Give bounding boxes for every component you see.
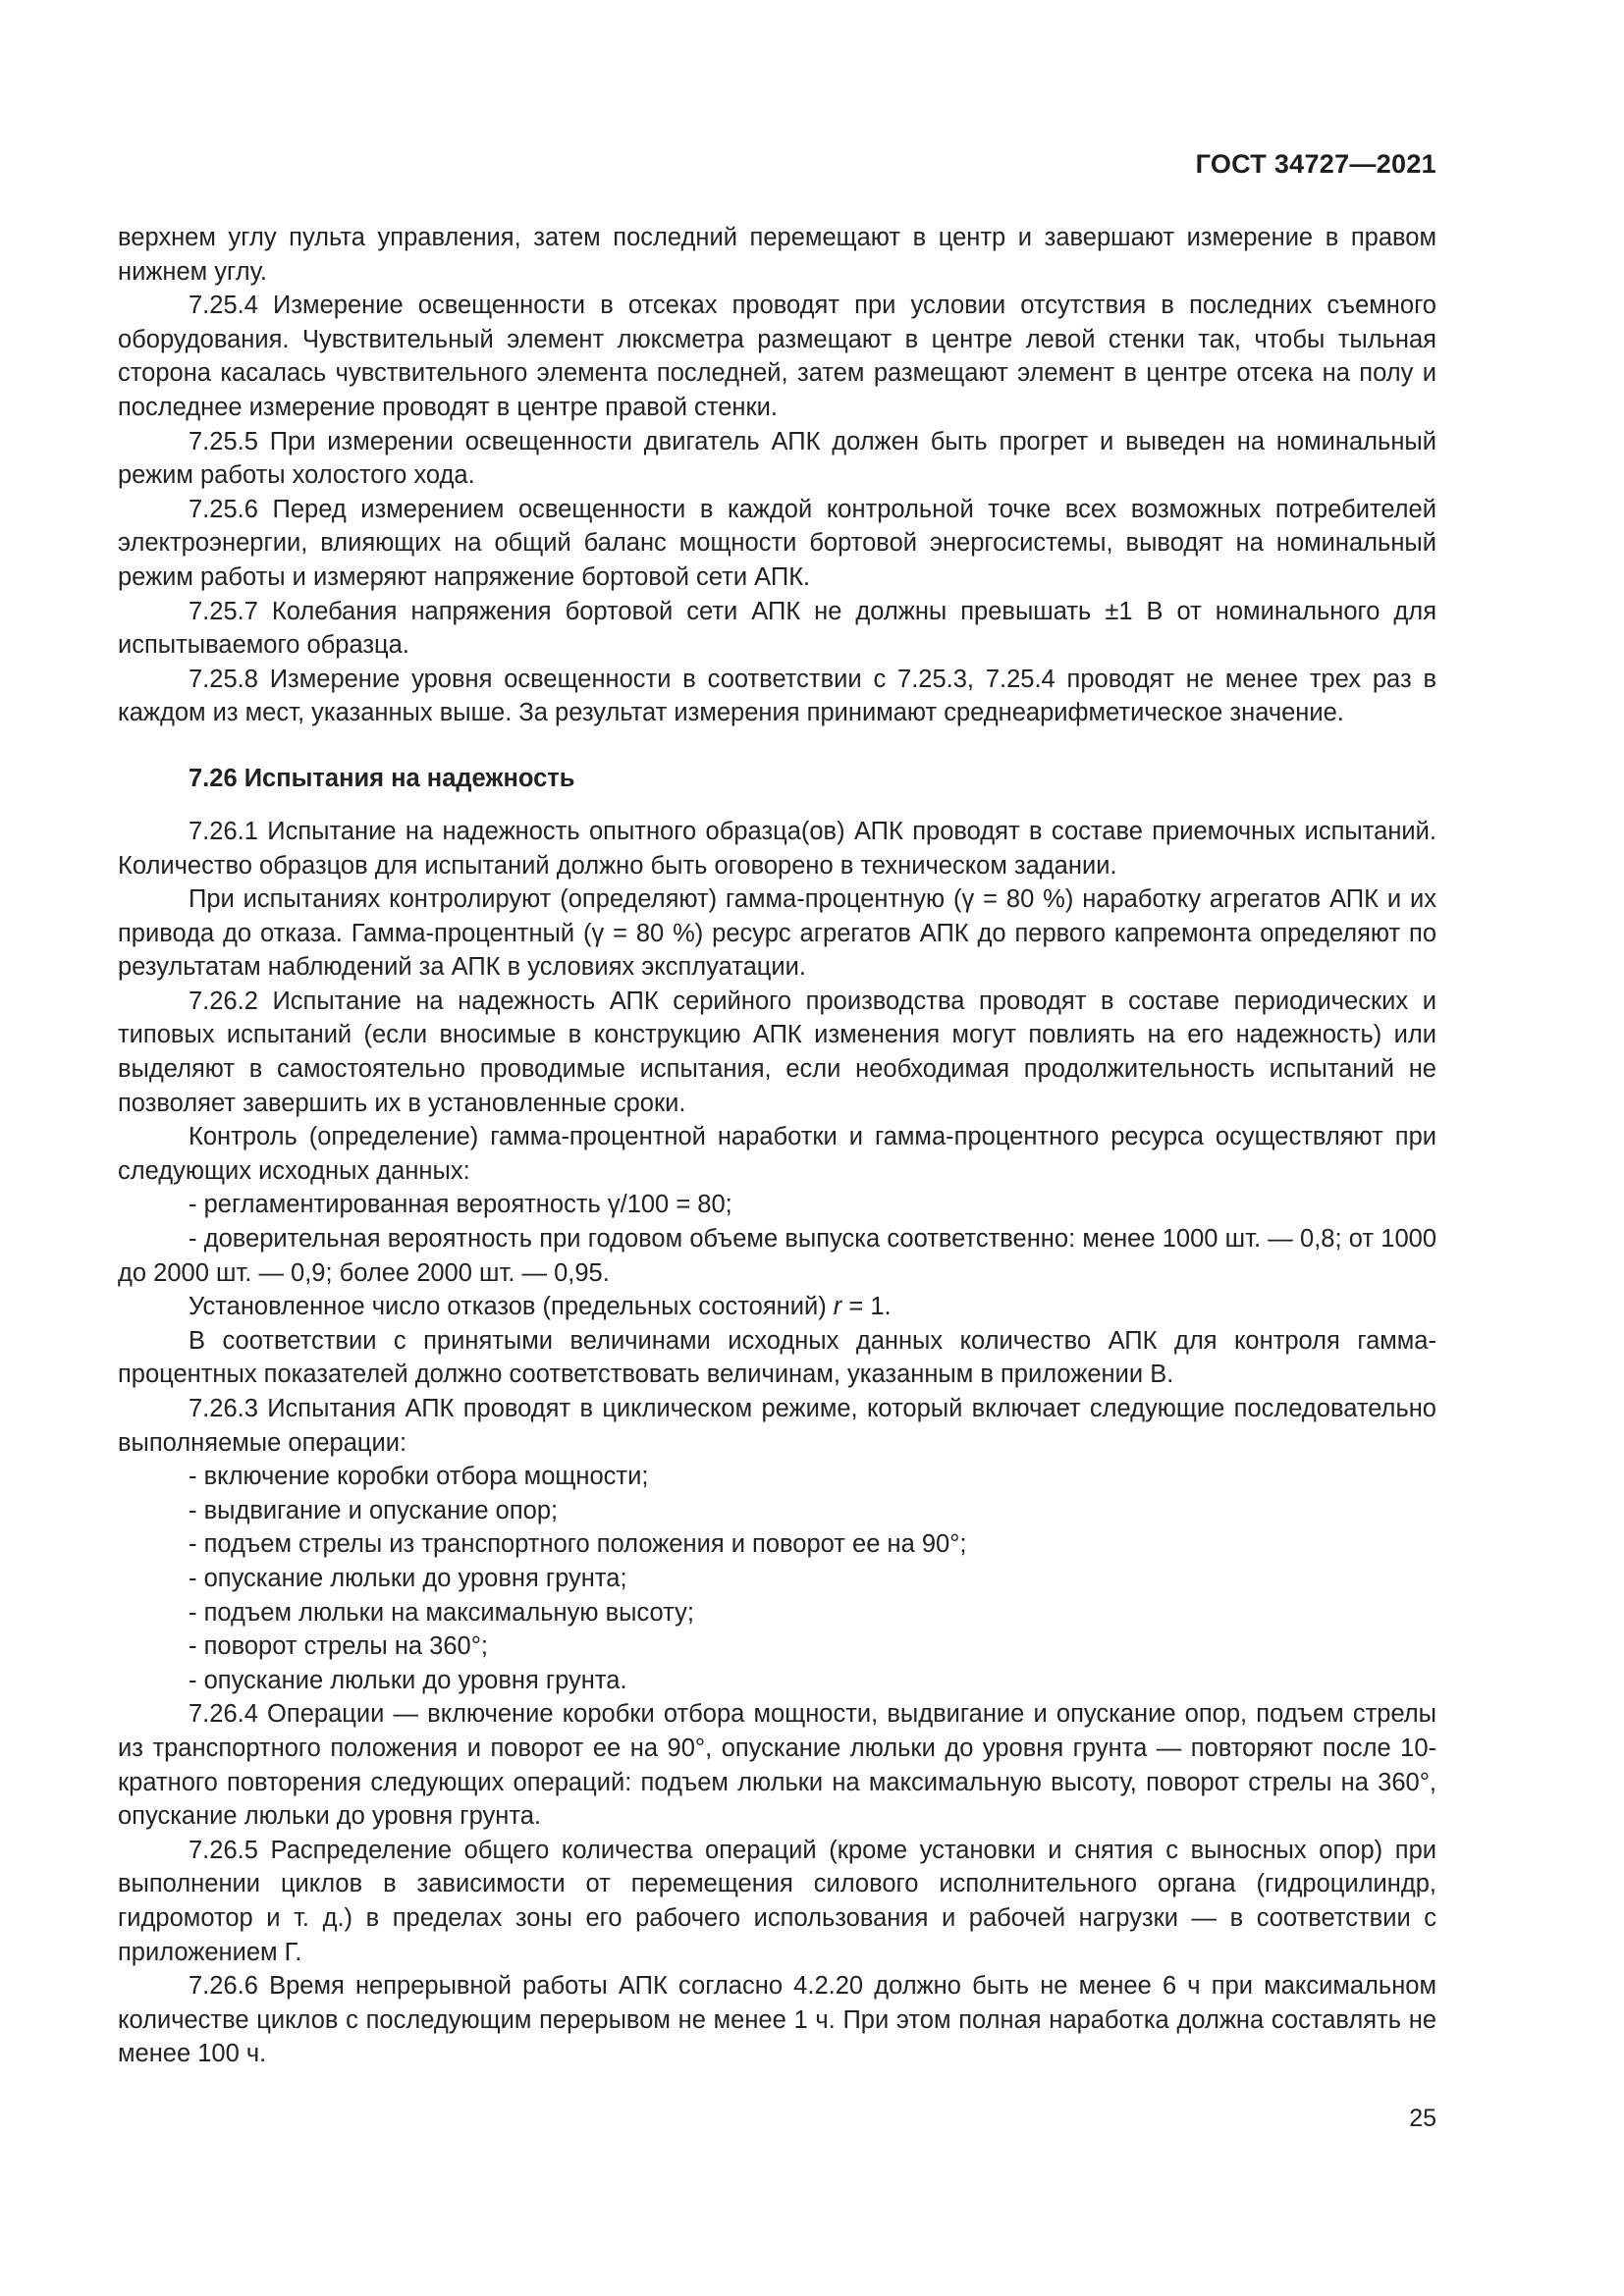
paragraph-continuation: верхнем углу пульта управления, затем последний перемещают в центр и завершают измерение в правом нижнем углу. [118,224,1436,286]
document-body [118,221,1436,2071]
paragraph-7-25-7: 7.25.7 Колебания напряжения бортовой сети АПК не должны превышать ±1 В от номинального для испытываемого образца. [118,597,1436,660]
list-item: - поворот стрелы на 360°; [189,1632,488,1661]
paragraph-failures-count [118,1290,1436,1324]
paragraph-gamma-percent: При испытаниях контролируют (определяют) гамма-процентную (γ = 80 %) наработку агрегатов АПК и их привода до отказа. Гамма-процентный (γ = 80 %) ресурс агрегатов АПК до первого капремонта определяют по результатам наблюдений за АПК в условиях эксплуатации. [118,885,1436,982]
section-title-7-26: 7.26 Испытания на надежность [189,764,575,792]
paragraph-7-25-4: 7.25.4 Измерение освещенности в отсеках проводят при условии отсутствия в последних съемного оборудования. Чувствительный элемент люксметра размещают в центре левой стенки так, чтобы тыльная сторона касалась чувствительного элемента последней, затем размещают элемент в центре отсека на полу и последнее измерение проводят в центре правой стенки. [118,292,1436,421]
list-item: - опускание люльки до уровня грунта. [189,1666,627,1694]
paragraph-control-definition: Контроль (определение) гамма-процентной наработки и гамма-процентного ресурса осуществляют при следующих исходных данных: [118,1123,1436,1185]
paragraph-7-26-4: 7.26.4 Операции — включение коробки отбора мощности, выдвигание и опускание опор, подъем стрелы из транспортного положения и поворот ее на 90°, опускание люльки до уровня грунта — повторяют после 10-кратного повторения следующих операций: подъем люльки на максимальную высоту, поворот стрелы на 360°, опускание люльки до уровня грунта. [118,1700,1436,1831]
list-item: - выдвигание и опускание опор; [189,1496,559,1524]
paragraph-7-26-6: 7.26.6 Время непрерывной работы АПК согласно 4.2.20 должно быть не менее 6 ч при максимальном количестве циклов с последующим перерывом не менее 1 ч. При этом полная наработка должна составлять не менее 100 ч. [118,1972,1436,2068]
failures-value: = 1. [841,1293,892,1321]
paragraph-7-25-8: 7.25.8 Измерение уровня освещенности в соответствии с 7.25.3, 7.25.4 проводят не менее трех раз в каждом из мест, указанных выше. За результат измерения принимают среднеарифметическое значение. [118,665,1436,727]
failures-variable: r [833,1293,842,1321]
paragraph-7-26-5: 7.26.5 Распределение общего количества операций (кроме установки и снятия с выносных опор) при выполнении циклов в зависимости от перемещения силового исполнительного органа (гидроцилиндр, гидромотор и т. д.) в пределах зоны его рабочего использования и рабочей нагрузки — в соответствии с приложением Г. [118,1836,1436,1966]
paragraph-7-26-2: 7.26.2 Испытание на надежность АПК серийного производства проводят в составе периодических и типовых испытаний (если вносимые в конструкцию АПК изменения могут повлиять на его надежность) или выделяют в самостоятельно проводимые испытания, если необходимая продолжительность испытаний не позволяет завершить их в установленные сроки. [118,987,1436,1117]
paragraph-7-26-1: 7.26.1 Испытание на надежность опытного образца(ов) АПК проводят в составе приемочных испытаний. Количество образцов для испытаний должно быть оговорено в техническом задании. [118,817,1436,880]
paragraph-7-25-5: 7.25.5 При измерении освещенности двигатель АПК должен быть прогрет и выведен на номинальный режим работы холостого хода. [118,427,1436,490]
paragraph-7-25-6: 7.25.6 Перед измерением освещенности в каждой контрольной точке всех возможных потребителей электроэнергии, влияющих на общий баланс мощности бортовой энергосистемы, выводят на номинальный режим работы и измеряют напряжение бортовой сети АПК. [118,495,1436,591]
list-item: - подъем люльки на максимальную высоту; [189,1598,694,1627]
paragraph-appendix-ref: В соответствии с принятыми величинами исходных данных количество АПК для контроля гамма-процентных показателей должно соответствовать величинам, указанным в приложении В. [118,1326,1436,1389]
standard-designation: ГОСТ 34727—2021 [1195,149,1436,179]
list-item: - подъем стрелы из транспортного положения и поворот ее на 90°; [189,1530,967,1559]
page-number: 25 [1409,2105,1436,2132]
list-item-confidence: - доверительная вероятность при годовом объеме выпуска соответственно: менее 1000 шт. — 0,8; от 1000 до 2000 шт. — 0,9; более 2000 шт. — 0,95. [118,1225,1436,1287]
list-item: - опускание люльки до уровня грунта; [189,1564,627,1592]
failures-text: Установленное число отказов (предельных состояний) [189,1293,834,1321]
list-item: - включение коробки отбора мощности; [189,1463,649,1491]
paragraph-7-26-3: 7.26.3 Испытания АПК проводят в циклическом режиме, который включает следующие последовательно выполняемые операции: [118,1395,1436,1457]
list-item-probability: - регламентированная вероятность γ/100 = 80; [189,1191,732,1219]
